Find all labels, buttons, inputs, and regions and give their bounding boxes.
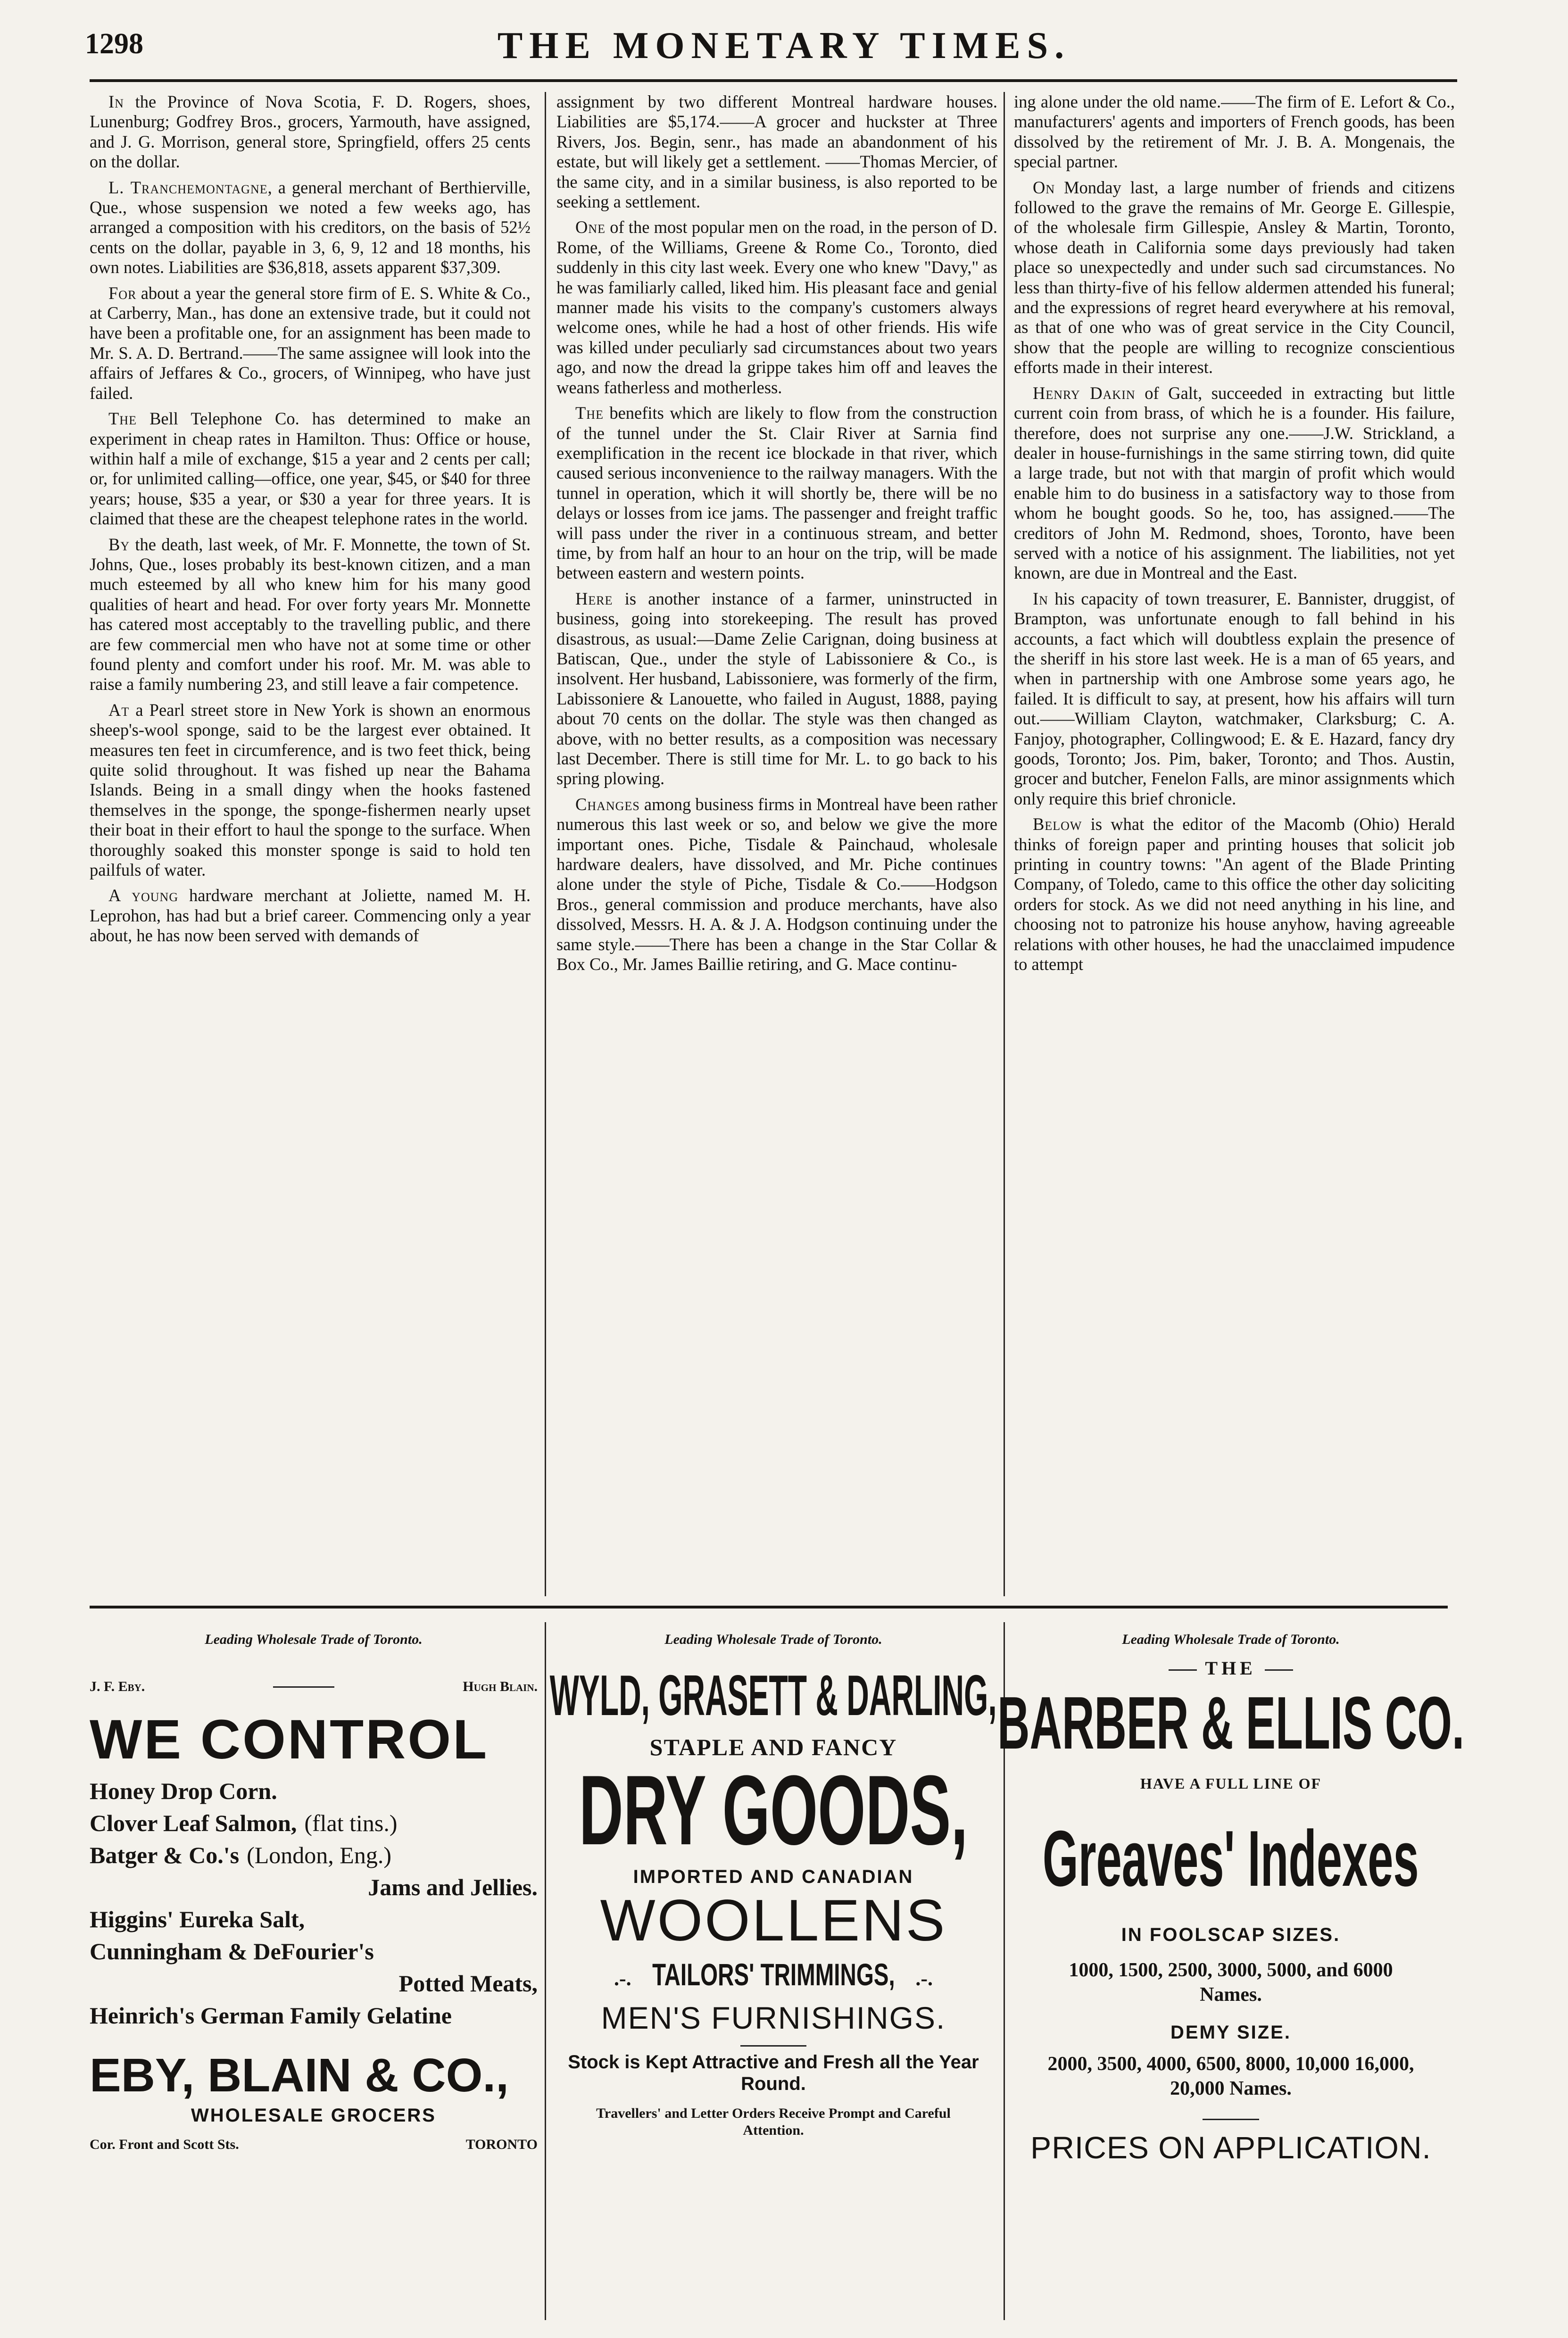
paragraph-lead: Henry Dakin: [1033, 383, 1136, 403]
prices-line: PRICES ON APPLICATION.: [1030, 2130, 1431, 2165]
paragraph-lead: At: [108, 700, 130, 720]
demy-line: DEMY SIZE.: [1170, 2022, 1291, 2043]
greaves-indexes-headline: Greaves' Indexes: [1043, 1814, 1419, 1903]
paragraph-lead: Here: [575, 589, 613, 608]
paragraph-lead: The: [575, 403, 604, 423]
paragraph-text: of the most popular men on the road, in the person of D. Rome, of the Williams, Greene & Rome Co., Toronto, died suddenly in this city last week. Every one who knew "Davy," as he was familiarly called, liked him. His pleasant face and genial manner made his visits to the company's customers always welcome ones, while he had a host of other friends. His wife was killed under peculiarly sad circumstances about two years ago, and now the dread la grippe takes him off and leaves the weans fatherless and motherless.: [556, 217, 997, 397]
dry-goods-headline: DRY GOODS,: [579, 1755, 968, 1865]
full-line-text: HAVE A FULL LINE OF: [1140, 1775, 1322, 1792]
product-name: Batger & Co.'s: [90, 1842, 240, 1868]
column-divider: [545, 92, 546, 1596]
paragraph-text: hardware merchant at Joliette, named M. H. Leprohon, has had but a brief career. Commencing only a year about, he has now been served with demands of: [90, 886, 531, 945]
firm-address: Cor. Front and Scott Sts.: [90, 2137, 239, 2152]
paragraph-lead: The: [108, 409, 137, 429]
article-paragraph: [556, 217, 997, 398]
staple-fancy-line: STAPLE AND FANCY: [649, 1734, 897, 1760]
ad-heading-2: Leading Wholesale Trade of Toronto.: [664, 1632, 882, 1647]
product-name: Clover Leaf Salmon,: [90, 1810, 297, 1836]
article-paragraph: [1014, 589, 1455, 809]
barber-ellis-advertisement: [997, 1658, 1465, 2311]
tailors-trimmings-line: TAILORS' TRIMMINGS,: [652, 1957, 895, 1992]
product-item: [90, 1936, 538, 1966]
product-name: Cunningham & DeFourier's: [90, 1938, 374, 1965]
ad-heading-1: Leading Wholesale Trade of Toronto.: [205, 1632, 423, 1647]
paragraph-text: Bell Telephone Co. has determined to make an experiment in cheap rates in Hamilton. Thus: Office or house, within half a mile of exchange, $15 a year and 2 cents per call; or, for unlimited calling—office, one year, $45, or $40 for three years; house, $35 a year, or $30 a year for three years. It is claimed that these are the cheapest telephone rates in the world.: [90, 409, 531, 529]
firm-name: WYLD, GRASETT & DARLING,: [550, 1663, 997, 1727]
paragraph-lead: In: [108, 92, 124, 111]
the-label: THE: [1205, 1658, 1256, 1679]
ornament-rule: [1265, 1669, 1293, 1671]
foolscap-sizes: 1000, 1500, 2500, 3000, 5000, and 6000 Names.: [1069, 1959, 1393, 2006]
paragraph-text: the Province of Nova Scotia, F. D. Rogers, shoes, Lunenburg; Godfrey Bros., grocers, Yarmouth, have assigned, and J. G. Morrison, general store, Springfield, offers 25 cents on the dollar.: [90, 92, 531, 172]
article-paragraph: [90, 535, 531, 695]
paragraph-text: ing alone under the old name.——The firm of E. Lefort & Co., manufacturers' agents and importers of French goods, has been dissolved by the retirement of Mr. J. B. A. Mongenais, the special partner.: [1014, 92, 1455, 172]
ad-divider: [545, 1622, 546, 2320]
paragraph-text: about a year the general store firm of E. S. White & Co., at Carberry, Man., has done an extensive trade, but it could not have been a profitable one, for an assignment has been made to Mr. S. A. D. Bertrand.——The same assignee will look into the affairs of Jeffares & Co., grocers, of Winnipeg, who have just failed.: [90, 283, 531, 403]
article-paragraph: [556, 403, 997, 583]
paragraph-lead: Changes: [575, 794, 640, 814]
column-divider: [1004, 92, 1005, 1596]
paragraph-text: the death, last week, of Mr. F. Monnette, the town of St. Johns, Que., loses probably its best-known citizen, and a man much esteemed by all who knew him for his many good qualities of heart and head. For over forty years Mr. Monnette has catered most acceptably to the travelling public, and there are few commercial men who have not at some time or other found plenty and comfort under his roof. Mr. M. was able to raise a family numbering 23, and still leave a fair competence.: [90, 534, 531, 694]
dash-rule: [273, 1686, 334, 1688]
paragraph-text: assignment by two different Montreal hardware houses. Liabilities are $5,174.——A grocer and huckster at Three Rivers, Jos. Begin, senr., has made an abandonment of his estate, but will likely get a settlement. ——Thomas Mercier, of the same city, and in a similar business, is also reported to be seeking a settlement.: [556, 92, 997, 212]
ornament-rule: [740, 2045, 806, 2047]
product-item: [90, 2000, 538, 2031]
paragraph-lead: L. Tranchemontagne: [108, 177, 268, 197]
stock-note: Stock is Kept Attractive and Fresh all the Year Round.: [568, 2052, 979, 2094]
paragraph-lead: By: [108, 534, 130, 554]
product-list: [90, 1776, 538, 2031]
paragraph-text: among business firms in Montreal have been rather numerous this last week or so, and below we give the more important ones. Piche, Tisdale & Painchaud, wholesale hardware dealers, have dissolved, and Mr. Piche continues alone under the style of Piche, Tisdale & Co.——Hodgson Bros., general commission and produce merchants, have also dissolved, Messrs. H. A. & J. A. Hodgson continuing under the same style.——There has been a change in the Star Collar & Box Co., Mr. James Baillie retiring, and G. Mace continu-: [556, 794, 997, 974]
article-column-3: [1014, 92, 1455, 980]
paragraph-text: , a general merchant of Berthierville, Que., whose suspension we noted a few weeks ago, has arranged a composition with his creditors, on the basis of 52½ cents on the dollar, payable in 3, 6, 9, 12 and 18 months, his own notes. Liabilities are $36,818, assets apparent $37,309.: [90, 177, 531, 277]
firm-subtitle: WHOLESALE GROCERS: [191, 2105, 436, 2126]
ornament-left: .-.: [614, 1967, 631, 1990]
product-detail: Jams and Jellies.: [368, 1874, 538, 1900]
article-paragraph: [90, 283, 531, 403]
article-column-2: [556, 92, 997, 980]
demy-sizes: 2000, 3500, 4000, 6500, 8000, 10,000 16,000, 20,000 Names.: [1047, 2053, 1414, 2099]
article-paragraph: [1014, 814, 1455, 974]
product-name: Higgins' Eureka Salt,: [90, 1906, 305, 1932]
partner-name-right: Hugh Blain.: [463, 1679, 538, 1694]
page-number: 1298: [85, 28, 143, 60]
product-item: [90, 1808, 538, 1838]
product-item: [90, 1968, 538, 1998]
product-name: Honey Drop Corn.: [90, 1778, 277, 1804]
imported-line: IMPORTED AND CANADIAN: [633, 1866, 914, 1887]
paragraph-lead: In: [1033, 589, 1048, 608]
paragraph-lead: On: [1033, 177, 1055, 197]
section-rule: [90, 1606, 1448, 1608]
product-name: Heinrich's German Family Gelatine: [90, 2002, 452, 2029]
header-rule: [90, 79, 1457, 82]
mens-furnishings-line: MEN'S FURNISHINGS.: [601, 2000, 946, 2035]
paragraph-lead: Below: [1033, 814, 1082, 834]
paragraph-text: a Pearl street store in New York is shown an enormous sheep's-wool sponge, said to be the largest ever obtained. It measures ten feet in circumference, and is two feet thick, being quite solid throughout. It was fished up near the Bahama Islands. Being in a small dingy when the hooks fastened themselves in the sponge, the sponge-fishermen nearly upset their boat in their effort to haul the sponge to the surface. When thoroughly soaked this monster sponge is said to hold ten pailfuls of water.: [90, 700, 531, 880]
product-item: [90, 1872, 538, 1902]
product-item: [90, 1840, 538, 1870]
paragraph-text: Monday last, a large number of friends and citizens followed to the grave the remains of Mr. George E. Gillespie, of the wholesale firm Gillespie, Ansley & Martin, Toronto, whose death in California some days previously had taken place so unexpectedly and under such sad circumstances. No less than thirty-five of his fellow aldermen attended his funeral; and the expressions of regret heard everywhere at his removal, as that of one who was of great service in the City Council, show that the people are willing to recognize conscientious efforts made in their interest.: [1014, 177, 1455, 377]
product-item: [90, 1904, 538, 1934]
partner-name-left: J. F. Eby.: [90, 1679, 145, 1694]
firm-name: BARBER & ELLIS CO.: [997, 1682, 1465, 1765]
product-detail: (London, Eng.): [247, 1842, 391, 1868]
paragraph-text: of Galt, succeeded in extracting but little current coin from brass, of which he is a founder. His failure, therefore, does not surprise any one.——J.W. Strickland, a dealer in house-furnishings in the same stirring town, did quite a large trade, but not with that margin of profit which would enable him to do business in a satisfactory way to those from whom he bought goods. So he, too, has assigned.——The creditors of John M. Redmond, shoes, Toronto, have been served with a notice of his assignment. The liabilities, not yet known, are due in Montreal and the East.: [1014, 383, 1455, 583]
paragraph-text: benefits which are likely to flow from the construction of the tunnel under the St. Clair River at Sarnia find exemplification in the recent ice blockade in that river, which caused serious inconvenience to the railway managers. With the tunnel in operation, which it will shortly be, there will be no delays or losses from ice jams. The passenger and freight traffic will pass under the river in a continuous stream, and better time, by from half an hour to an hour on the trip, will be made between eastern and western points.: [556, 403, 997, 583]
article-paragraph: [90, 409, 531, 529]
article-column-1: [90, 92, 531, 952]
article-paragraph: [90, 886, 531, 945]
foolscap-line: IN FOOLSCAP SIZES.: [1121, 1924, 1341, 1945]
paragraph-text: is what the editor of the Macomb (Ohio) Herald thinks of foreign paper and printing houses that solicit job printing in country towns: "An agent of the Blade Printing Company, of Toledo, came to this office the other day soliciting orders for stock. As we did not need anything in his line, and choosing not to patronize his house anyhow, having agreeable relations with other houses, he had the unacclaimed impudence to attempt: [1014, 814, 1455, 974]
article-paragraph: [90, 92, 531, 172]
product-item: [90, 1776, 538, 1806]
article-paragraph: [90, 700, 531, 880]
ornament-rule: [1203, 2119, 1259, 2120]
article-paragraph: [1014, 178, 1455, 378]
woollens-headline: WOOLLENS: [600, 1888, 947, 1953]
ornament-right: .-.: [915, 1967, 933, 1990]
article-paragraph: [556, 795, 997, 975]
article-paragraph: [556, 589, 997, 789]
orders-note: Travellers' and Letter Orders Receive Prompt and Careful Attention.: [596, 2106, 951, 2138]
product-detail: Potted Meats,: [398, 1970, 538, 1997]
firm-city: TORONTO: [465, 2137, 538, 2152]
article-paragraph: [1014, 92, 1455, 172]
ad-heading-3: Leading Wholesale Trade of Toronto.: [1122, 1632, 1340, 1647]
paragraph-lead: For: [108, 283, 137, 303]
eby-blain-advertisement: [90, 1660, 538, 2311]
we-control-headline: WE CONTROL: [90, 1708, 489, 1771]
article-paragraph: [1014, 383, 1455, 583]
article-paragraph: [556, 92, 997, 212]
ornament-rule: [1169, 1669, 1197, 1671]
paragraph-text: his capacity of town treasurer, E. Bannister, druggist, of Brampton, was unfortunate enough to fall behind in his accounts, a fact which will doubtless explain the presence of the sheriff in his store last week. He is a man of 65 years, and when in partnership with one Ambrose some years ago, he failed. It is difficult to say, at present, how his affairs will turn out.——William Clayton, watchmaker, Clarksburg; C. A. Fanjoy, photographer, Collingwood; E. & E. Hazard, fancy dry goods, Toronto; Jos. Pim, baker, Toronto; and Thos. Austin, grocer and butcher, Fenelon Falls, are minor assignments which only require this brief chronicle.: [1014, 589, 1455, 808]
paragraph-text: is another instance of a farmer, uninstructed in business, going into storekeeping. The result has proved disastrous, as usual:—Dame Zelie Carignan, doing business at Batiscan, Que., under the style of Labissoniere & Co., is insolvent. Her husband, Labissoniere, was formerly of the firm, Labissoniere & Lanouette, who failed in August, 1888, paying about 70 cents on the dollar. The style was then changed as above, with no better results, as a composition was necessary last December. There is still time for Mr. L. to go back to his spring plowing.: [556, 589, 997, 788]
article-paragraph: [90, 178, 531, 278]
masthead-title: THE MONETARY TIMES.: [497, 25, 1071, 66]
paragraph-lead: A young: [108, 886, 179, 905]
wyld-grasett-advertisement: [552, 1660, 995, 2311]
paragraph-lead: One: [575, 217, 606, 237]
firm-name: EBY, BLAIN & CO.,: [90, 2049, 509, 2102]
product-detail: (flat tins.): [304, 1810, 398, 1836]
